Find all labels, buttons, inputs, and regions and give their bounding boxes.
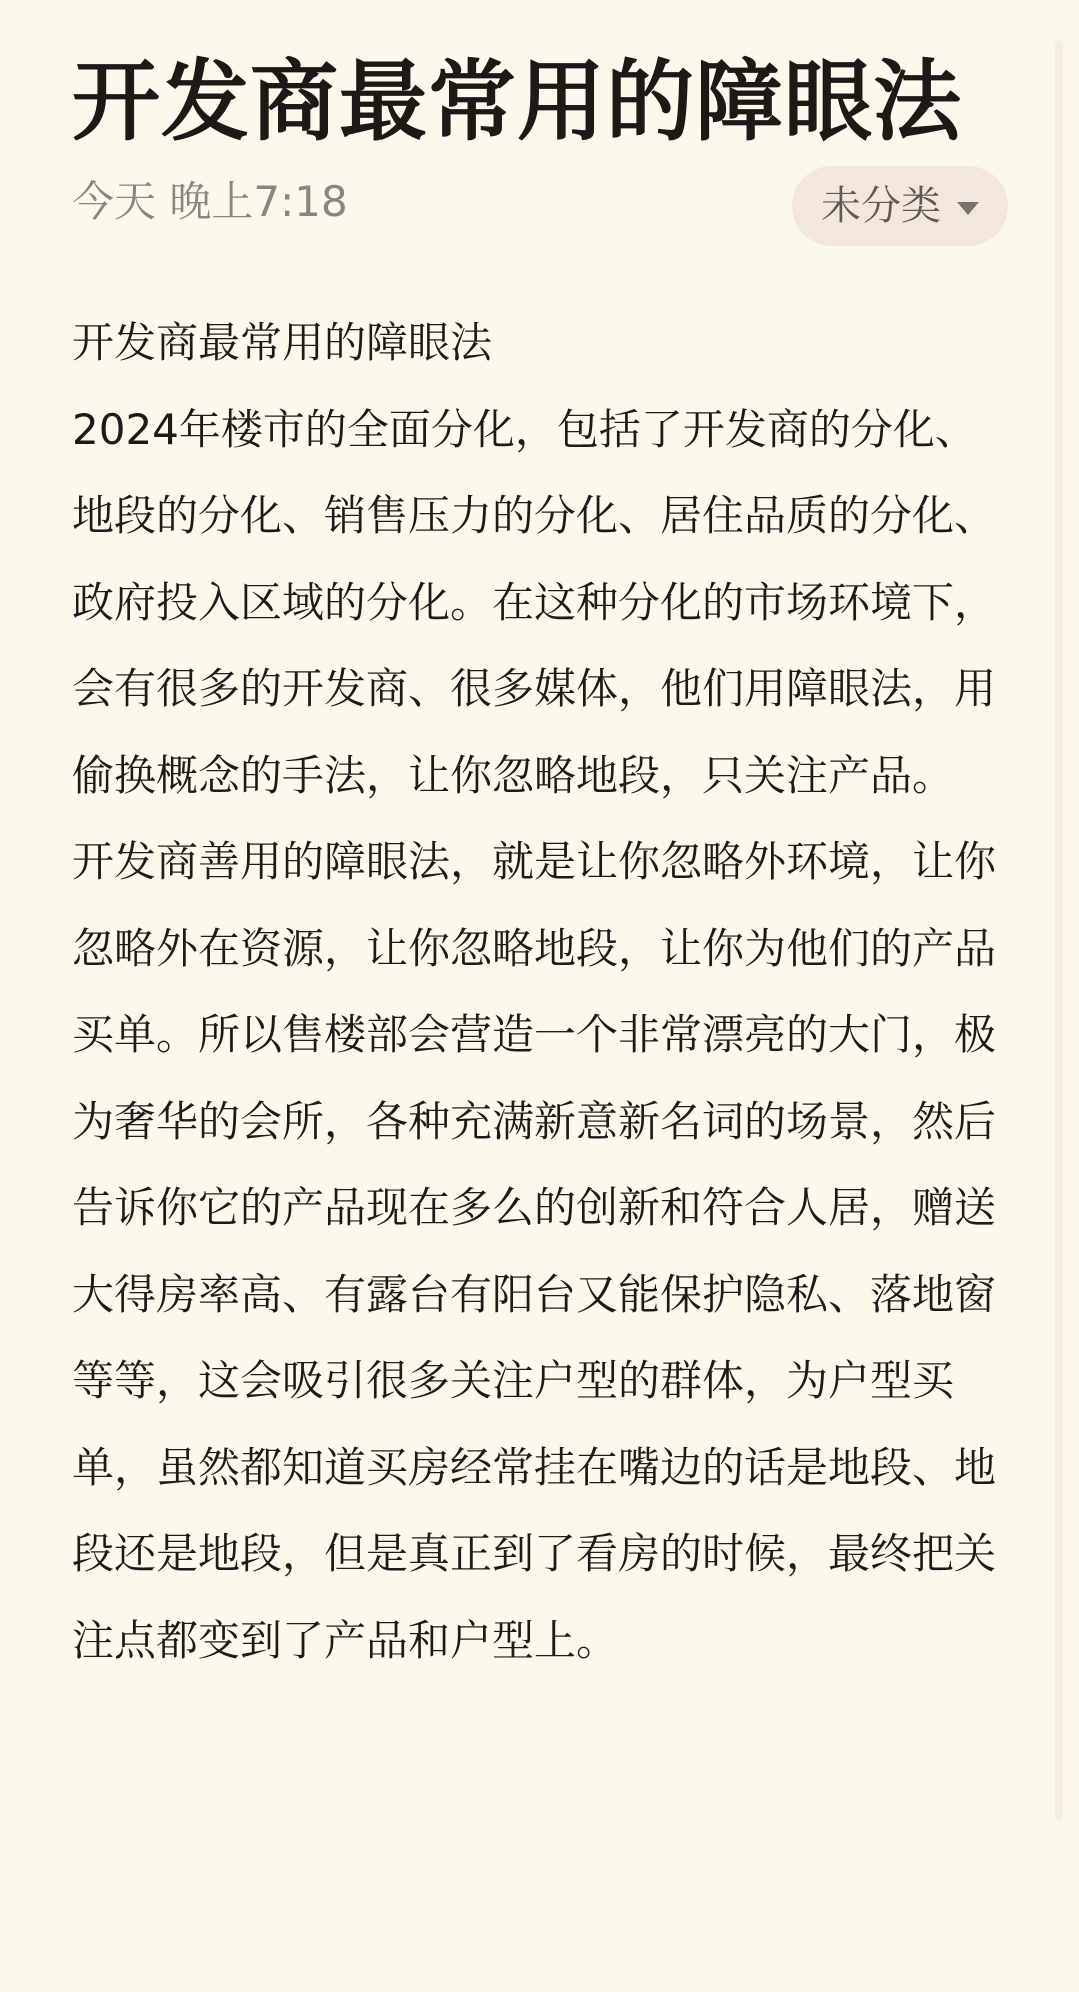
- note-body[interactable]: [72, 300, 1008, 1684]
- note-paragraph: 开发商善用的障眼法，就是让你忽略外环境，让你忽略外在资源，让你忽略地段，让你为他们的产品买单。所以售楼部会营造一个非常漂亮的大门，极为奢华的会所，各种充满新意新名词的场景，然后告诉你它的产品现在多么的创新和符合人居，赠送大得房率高、有露台有阳台又能保护隐私、落地窗等等，这会吸引很多关注户型的群体，为户型买单，虽然都知道买房经常挂在嘴边的话是地段、地段还是地段，但是真正到了看房的时候，最终把关注点都变到了产品和户型上。: [72, 837, 997, 1665]
- note-paragraph: 开发商最常用的障眼法: [72, 318, 493, 367]
- note-title[interactable]: 开发商最常用的障眼法: [72, 50, 963, 153]
- category-dropdown-button[interactable]: [792, 166, 1008, 246]
- note-timestamp: 今天 晚上7:18: [72, 177, 348, 226]
- category-label: 未分类: [821, 183, 941, 229]
- note-paragraph: 2024年楼市的全面分化，包括了开发商的分化、地段的分化、销售压力的分化、居住品质的分化、政府投入区域的分化。在这种分化的市场环境下，会有很多的开发商、很多媒体，他们用障眼法，用偷换概念的手法，让你忽略地段，只关注产品。: [72, 404, 997, 800]
- chevron-down-icon: [957, 202, 979, 215]
- note-meta-row: [72, 166, 1008, 246]
- scrollbar[interactable]: [1055, 40, 1063, 1820]
